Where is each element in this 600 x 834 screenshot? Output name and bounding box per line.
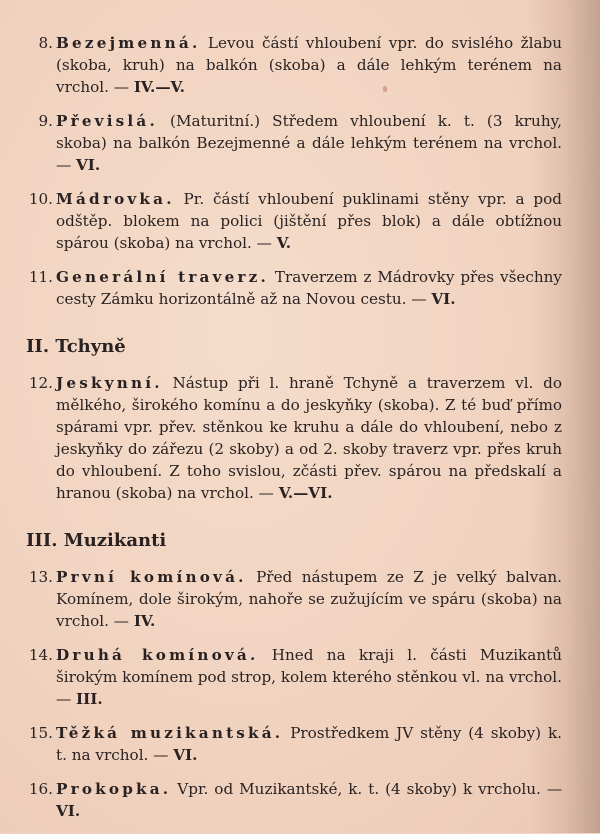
- route-description: Traverzem z Mádrovky přes všechny cesty Zámku horizontálně až na Novou cestu. —: [56, 268, 562, 308]
- page-content: [26, 32, 562, 834]
- route-name: Těžká muzikantská.: [56, 724, 284, 742]
- route-number: 12.: [28, 374, 53, 392]
- route-number: 9.: [38, 112, 53, 130]
- route-description: Prostředkem JV stěny (4 skoby) k. t. na vrchol. —: [56, 724, 562, 764]
- route-entry: [26, 32, 562, 98]
- route-number: 13.: [28, 568, 53, 586]
- route-number: 10.: [28, 190, 53, 208]
- route-grade: III.: [76, 690, 103, 708]
- route-grade: IV.—V.: [133, 78, 185, 96]
- section-heading: III. Muzikanti: [26, 530, 167, 551]
- route-number: 14.: [28, 646, 53, 664]
- route-entry: [26, 566, 562, 632]
- route-grade: IV.: [133, 612, 156, 630]
- route-number: 16.: [28, 780, 53, 798]
- route-number: 15.: [28, 724, 53, 742]
- route-name: První komínová.: [56, 568, 247, 586]
- route-name: Jeskynní.: [56, 374, 163, 392]
- route-number: 11.: [28, 268, 53, 286]
- route-description: Hned na kraji l. části Muzikantů širokým komínem pod strop, kolem kterého stěnkou vl. na vrchol. —: [56, 646, 562, 708]
- route-grade: VI.: [56, 802, 81, 820]
- route-entry: [26, 266, 562, 310]
- route-name: Generální traverz.: [56, 268, 269, 286]
- route-grade: VI.: [173, 746, 198, 764]
- section-heading: II. Tchyně: [26, 336, 126, 357]
- route-entry: [26, 110, 562, 176]
- route-entry: [26, 722, 562, 766]
- route-number: 8.: [38, 34, 53, 52]
- route-name: Druhá komínová.: [56, 646, 259, 664]
- route-description: Před nástupem ze Z je velký balvan. Komínem, dole širokým, nahoře se zužujícím ve spáru (skoba) na vrchol. —: [56, 568, 563, 630]
- route-name: Převislá.: [56, 112, 158, 130]
- route-description: Pr. částí vhloubení puklinami stěny vpr. a pod odštěp. blokem na polici (jištění přes blok) a dále obtížnou spárou (skoba) na vrchol. —: [56, 190, 562, 252]
- route-name: Bezejmenná.: [56, 34, 201, 52]
- route-name: Prokopka.: [56, 780, 172, 798]
- route-description: Nástup při l. hraně Tchyně a traverzem vl. do mělkého, širokého komínu a do jeskyňky (skoba). Z té buď přímo spárami vpr. přev. stěnkou ke kruhu a dále do vhloubení, nebo z jeskyňky do zářezu (2 skoby) a od 2. skoby traverz vpr. přes kruh do vhloubení. Z toho svislou, zčásti přev. spárou na předskalí a hranou (skoba) na vrchol. —: [56, 374, 562, 502]
- route-name: Mádrovka.: [56, 190, 175, 208]
- route-description: Levou částí vhloubení vpr. do svislého žlabu (skoba, kruh) na balkón (skoba) a dále lehkým terénem na vrchol. —: [56, 34, 562, 96]
- route-grade: V.—VI.: [278, 484, 333, 502]
- route-grade: V.: [276, 234, 292, 252]
- route-description: (Maturitní.) Středem vhloubení k. t. (3 kruhy, skoba) na balkón Bezejmenné a dále lehkým terénem na vrchol. —: [56, 112, 562, 174]
- route-entry: [26, 188, 562, 254]
- route-grade: VI.: [431, 290, 456, 308]
- route-description: Vpr. od Muzikantské, k. t. (4 skoby) k vrcholu. —: [177, 780, 563, 798]
- route-entry: [26, 778, 562, 822]
- route-grade: VI.: [76, 156, 101, 174]
- route-entry: [26, 644, 562, 710]
- route-entry: [26, 372, 562, 504]
